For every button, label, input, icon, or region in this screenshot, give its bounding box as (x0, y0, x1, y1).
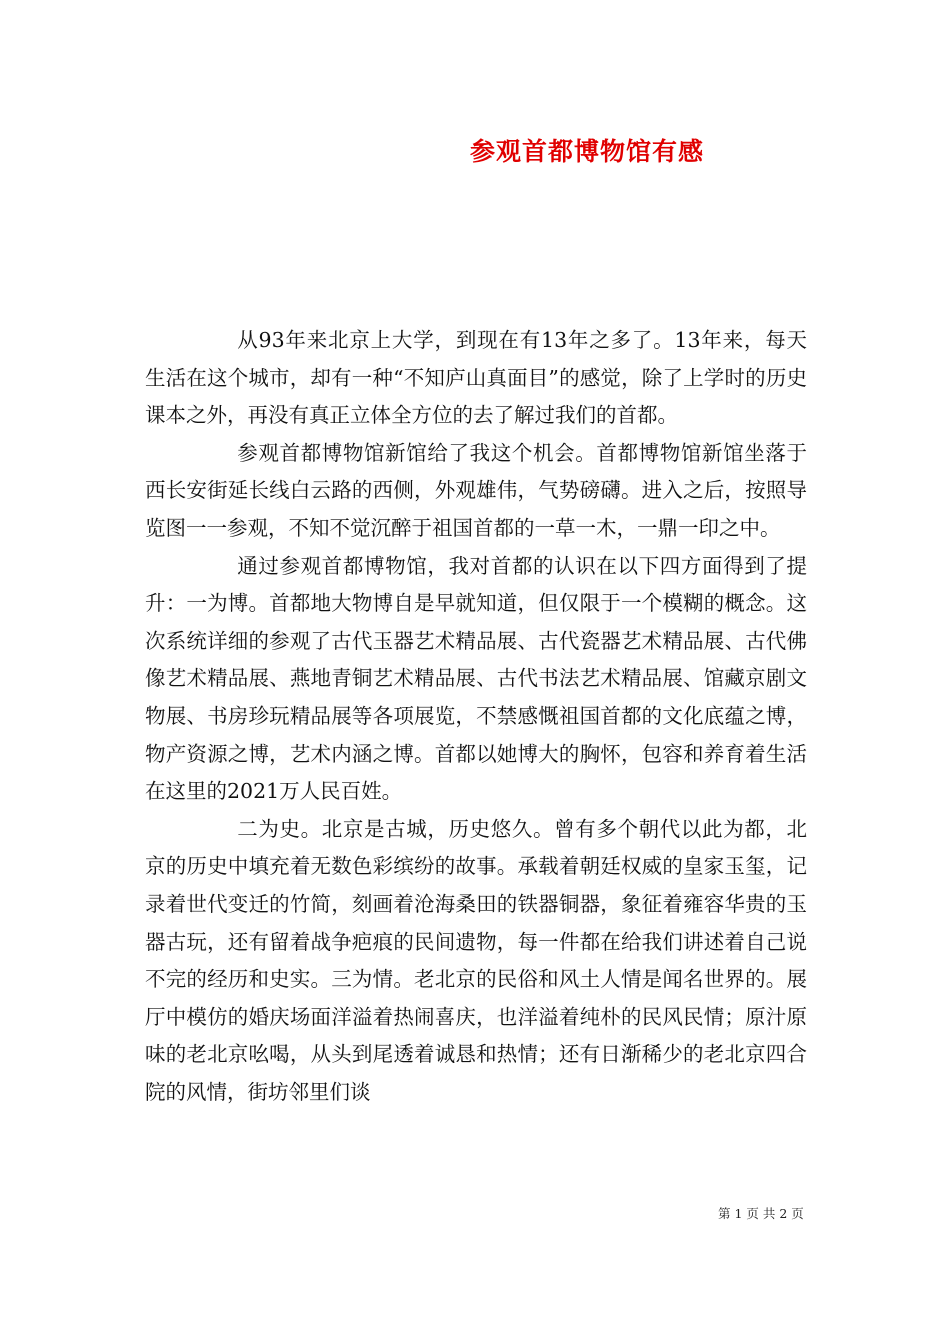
paragraph: 从93年来北京上大学，到现在有13年之多了。13年来，每天生活在这个城市，却有一种“不知庐山真面目”的感觉，除了上学时的历史课本之外，再没有真正立体全方位的去了解过我们的首都。 (145, 328, 807, 428)
page-number-footer: 第 1 页 共 2 页 (718, 1206, 804, 1221)
paragraph: 参观首都博物馆新馆给了我这个机会。首都博物馆新馆坐落于西长安街延长线白云路的西侧，外观雄伟，气势磅礴。进入之后，按照导览图一一参观，不知不觉沉醉于祖国首都的一草一木，一鼎一印之中。 (145, 440, 807, 540)
document-body (145, 322, 807, 1111)
page-title: 参观首都博物馆有感 (470, 137, 705, 166)
paragraph: 通过参观首都博物馆，我对首都的认识在以下四方面得到了提升：一为博。首都地大物博自是早就知道，但仅限于一个模糊的概念。这次系统详细的参观了古代玉器艺术精品展、古代瓷器艺术精品展、古代佛像艺术精品展、燕地青铜艺术精品展、古代书法艺术精品展、馆藏京剧文物展、书房珍玩精品展等各项展览，不禁感慨祖国首都的文化底蕴之博，物产资源之博，艺术内涵之博。首都以她博大的胸怀，包容和养育着生活在这里的2021万人民百姓。 (145, 553, 807, 804)
paragraph: 二为史。北京是古城，历史悠久。曾有多个朝代以此为都，北京的历史中填充着无数色彩缤纷的故事。承载着朝廷权威的皇家玉玺，记录着世代变迁的竹简，刻画着沧海桑田的铁器铜器，象征着雍容华贵的玉器古玩，还有留着战争疤痕的民间遗物，每一件都在给我们讲述着自己说不完的经历和史实。三为情。老北京的民俗和风土人情是闻名世界的。展厅中模仿的婚庆场面洋溢着热闹喜庆，也洋溢着纯朴的民风民情；原汁原味的老北京吆喝，从头到尾透着诚恳和热情；还有日渐稀少的老北京四合院的风情，街坊邻里们谈 (145, 816, 807, 1104)
